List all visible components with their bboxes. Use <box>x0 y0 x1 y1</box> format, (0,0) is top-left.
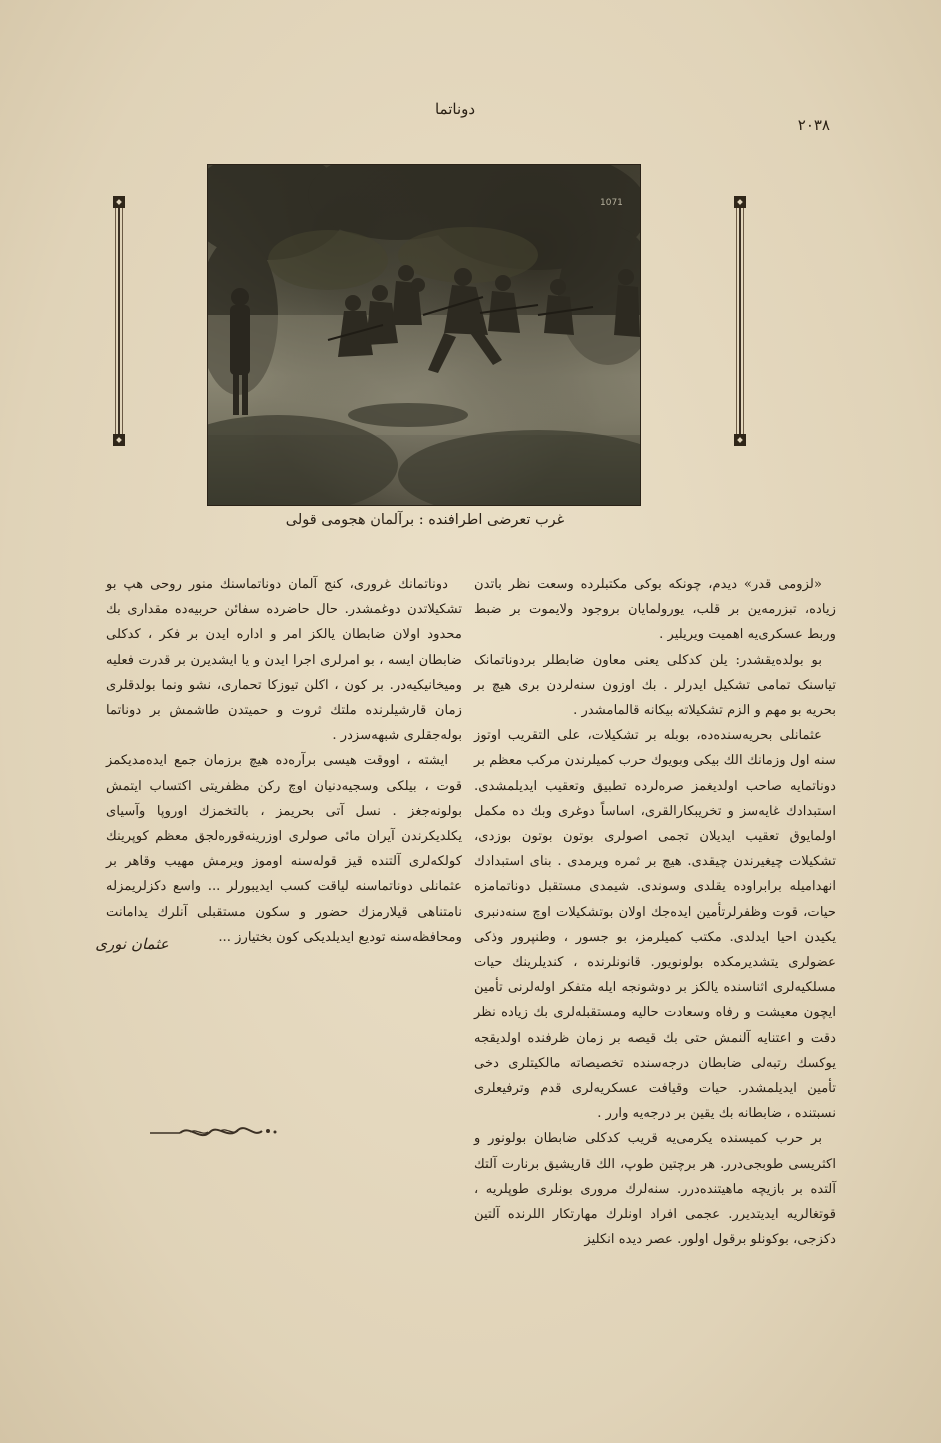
right-ornament <box>734 196 746 446</box>
paragraph: عثمانلی بحریه‌سنده‌ده، بوبله بر تشکیلات، علی التقریب اوتوز سنه اول وزمانك الك بیکی وبویوك حرب کمیلرندن مرکب معظم بر دوناتمایه صاحب اولدیغمز صره‌لرده تطبیق وتعقیب ایدیلمشدی. استبدادك غایه‌سز و تخریبکارالقری، اساساً دوغری وبك ده مکمل اولمایوق تعقیب ایدیلان تجمی اصولری بوتون بوتون بوزدی، تشکیلات چیغیرندن چیقدی. هیچ بر ثمره ویرمدی . بنای استبدادك انهدامیله برابراوده یقلدی وسوندی. شیمدی مستقبل دوناتمامزه حیات، قوت وظفرلرتأمین ایده‌جك اولان بوتشکیلات اوچ سنه‌دنبری یکیدن احیا ایدلدی. مکتب کمیلرمز، بو جسور ، وطنپرور وذکی عضولری یتشدیرمکده بولونویور. قانونلرنده ، کندیلرینك حیات مسلکیه‌لری اثناسنده یالکز بر دوشونجه ایله متفکر اوله‌لرنی تأمین ایچون معیشت و رفاه وسعادت حالیه ومستقبله‌لری بك زیاده نظر دقت و اعتنایه آلنمش حتی بك قیصه بر زمان ظرفنده اولدیقجه یوکسك رتبه‌لی ضابطان درجه‌سنده تخصیصاته مالکیتلری دخی تأمین ایدیلمشدر. حیات وقیافت عسکریه‌لری قدم وترفیعلری نسبتنده ، ضابطانه بك یقین بر درجه‌یه وارر . <box>474 728 836 1122</box>
article-column-right <box>474 572 836 1252</box>
left-ornament <box>113 196 125 446</box>
end-flourish-ornament <box>150 1120 280 1144</box>
soldiers-advancing-photo <box>207 164 641 506</box>
author-signature: عثمان نوری <box>95 935 169 953</box>
photo-mark: 1071 <box>600 198 623 208</box>
page-number: ۲۰۳۸ <box>797 116 830 134</box>
photo-caption: غرب تعرضی اطرافنده : برآلمان هجومی قولی <box>285 512 565 528</box>
paragraph: ایشته ، اووقت هیسی برآره‌ده هیچ برزمان جمع ایده‌مدیکمز قوت ، بیلکی وسجیه‌دنیان اوچ رکن مظفریتی اکتساب ایتمش بولونه‌جغز . نسل آتی بحریمز ، بالتخمزك اوروپا وآسیای یکلدیکرندن آیران مائی صولری اوزرینه‌قوره‌لجق معظم کوپرینك کولکه‌لری آلتنده قیز قوله‌سنه اوموز ویرمش مهیب وقاهر بر عثمانلی دوناتماسنه لیاقت کسب ایدیبورلر ... واسع دکزلریمزله نامتناهی قیلارمزك حضور و سکون مستقبلی آنلرك یدامانت ومحافظه‌سنه تودیع ایدیلدیکی کون بختیارز ... <box>106 753 462 945</box>
running-header-title: دوناتما <box>434 100 476 118</box>
article-column-left <box>106 572 462 950</box>
paragraph: «لزومی قدر» دیدم، چونکه بوکی مکتبلرده وسعت نظر باتدن زیاده، تبزرمه‌ین بر قلب، یورولمایان بروجود ولایموت بر ضبط وربط عسکری‌یه اهمیت ویریلیر . <box>474 577 836 643</box>
paragraph: دوناتمانك غروری، کنج آلمان دوناتماسنك منور روحی هپ بو تشکیلاتدن دوغمشدر. حال حاضرده سفائن حربیه‌ده مقداری بك محدود اولان ضابطان یالکز امر و اداره ایدن بر فکر ، کدکلی ضابطان ایسه ، بو امرلری اجرا ایدن و یا ایشدیرن بر قدرت فعلیه ومیخانیکیه‌در. بر کون ، اکلن تیوزکا تحماری، نشو ونما بولدقلری زمان قارشیلرنده ملتك ثروت و حمیتدن طاشمش بر دوناتما بوله‌جقلری شبهه‌سزدر . <box>106 577 462 744</box>
paragraph: بر حرب کمیسنده یکرمی‌یه قریب کدکلی ضابطان بولونور و اکثریسی طوبجی‌درر. هر برچتین طوپ، الك قاریشیق برنارت آلتك آلتده بر بازیچه ماهیتنده‌درر. سنه‌لرك مروری بونلری طوپلریه ، قوتغالریه ایدیتدیرر. عجمی افراد اونلرك مهارتکار اللرنده آلتین دکزجی، بوکونلو برقول اولور. عصر دیده انکلیز <box>474 1131 836 1248</box>
paragraph: بو بولده‌یقشدر: یلن کدکلی یعنی معاون ضابطلر بردوناتمانک تیاسنک تمامی تشکیل ایدرلر . بك اوزون سنه‌لردن بری هیچ بر بحریه بو مهم و الزم تشکیلاته بیکانه قالمامشدر . <box>474 652 836 719</box>
photo-illustration <box>208 165 640 505</box>
